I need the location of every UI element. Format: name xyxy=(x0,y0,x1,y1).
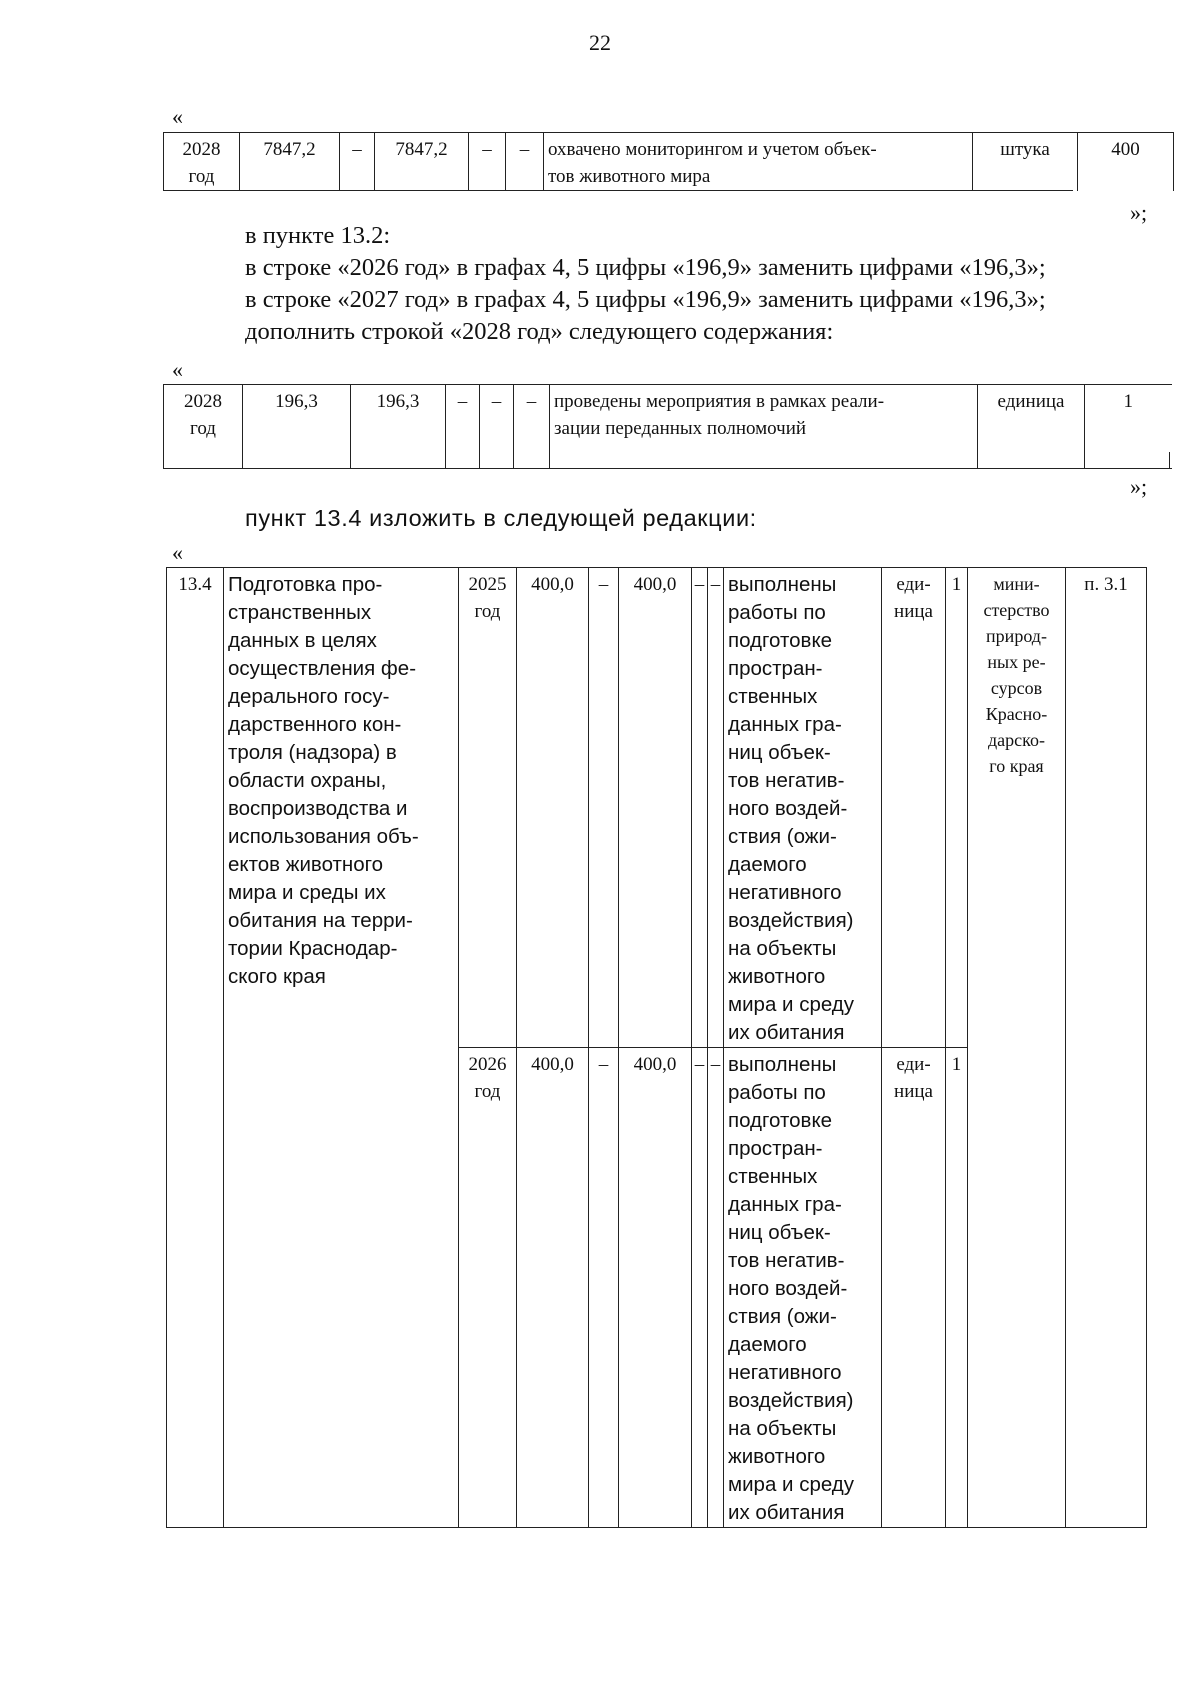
total-cell: 400,0 xyxy=(517,1048,589,1528)
table-row-2028-measures xyxy=(163,384,1172,469)
dash-cell: – xyxy=(589,568,619,1048)
dash-cell: – xyxy=(708,568,724,1048)
reference-cell-continued xyxy=(1066,1048,1147,1528)
qty-cell: 1 xyxy=(946,568,968,1048)
executor-cell-continued xyxy=(968,1048,1066,1528)
paragraph-2026-line: в строке «2026 год» в графах 4, 5 цифры «196,9» заменить цифрами «196,3»; xyxy=(245,254,1046,281)
table-row-2028-monitoring xyxy=(163,132,1174,191)
dash-cell: – xyxy=(506,133,544,191)
unit-cell: штука xyxy=(973,133,1078,191)
close-quote: »; xyxy=(1130,474,1148,499)
total-cell: 400,0 xyxy=(517,568,589,1048)
dash-cell: – xyxy=(708,1048,724,1528)
table-bottom-rule xyxy=(163,190,1073,191)
amount-cell: 7847,2 xyxy=(240,133,340,191)
result-cell: выполнены работы по подготовке простран- ственных данных гра- ниц объек- тов негатив- ного воздей- ствия (ожи- даемого негативного воздействия) на объекты животного мира и среду их обитания xyxy=(724,1048,882,1528)
paragraph-13-4: пункт 13.4 изложить в следующей редакции: xyxy=(245,505,757,531)
paragraph-13-2: в пункте 13.2: xyxy=(245,222,391,249)
open-quote: « xyxy=(172,104,183,129)
unit-cell: еди- ница xyxy=(882,568,946,1048)
value-cell: 400 xyxy=(1078,133,1174,191)
year-cell: 2026 год xyxy=(459,1048,517,1528)
dash-cell: – xyxy=(480,385,514,469)
qty-cell: 1 xyxy=(946,1048,968,1528)
open-quote: « xyxy=(172,540,183,565)
year-cell: 2028 год xyxy=(164,133,240,191)
item-number-cell: 13.4 xyxy=(167,568,224,1528)
year-cell: 2025 год xyxy=(459,568,517,1048)
unit-cell: единица xyxy=(978,385,1085,469)
budget-cell: 400,0 xyxy=(619,1048,692,1528)
budget-cell: 400,0 xyxy=(619,568,692,1048)
year-cell: 2028 год xyxy=(164,385,243,469)
paragraph-add-2028: дополнить строкой «2028 год» следующего содержания: xyxy=(245,318,834,345)
indicator-cell: охвачено мониторингом и учетом объек- тов животного мира xyxy=(544,133,973,191)
page-number: 22 xyxy=(589,30,611,55)
item-name-cell: Подготовка про- странственных данных в целях осуществления фе- дерального госу- дарственного кон- троля (надзора) в области охраны, воспроизводства и использования объ- ектов животного мира и среды их обитания на терри- тории Краснодар- ского края xyxy=(224,568,459,1528)
reference-cell: п. 3.1 xyxy=(1066,568,1147,1048)
close-quote: »; xyxy=(1130,200,1148,225)
value-cell: 1 xyxy=(1085,385,1172,469)
dash-cell: – xyxy=(446,385,480,469)
result-cell: выполнены работы по подготовке простран- ственных данных гра- ниц объек- тов негатив- ного воздей- ствия (ожи- даемого негативного воздействия) на объекты животного мира и среду их обитания xyxy=(724,568,882,1048)
dash-cell: – xyxy=(692,1048,708,1528)
amount-cell: 196,3 xyxy=(243,385,351,469)
dash-cell: – xyxy=(514,385,550,469)
dash-cell: – xyxy=(692,568,708,1048)
table-item-13-4 xyxy=(166,567,1147,1528)
dash-cell: – xyxy=(340,133,375,191)
indicator-cell: проведены мероприятия в рамках реали- зации переданных полномочий xyxy=(550,385,978,469)
dash-cell: – xyxy=(589,1048,619,1528)
executor-cell: мини- стерство природ- ных ре- сурсов Красно- дарско- го края xyxy=(968,568,1066,1048)
paragraph-2027-line: в строке «2027 год» в графах 4, 5 цифры «196,9» заменить цифрами «196,3»; xyxy=(245,286,1046,313)
amount-cell: 196,3 xyxy=(351,385,446,469)
table-edge-stub xyxy=(1169,452,1170,469)
open-quote: « xyxy=(172,357,183,382)
unit-cell: еди- ница xyxy=(882,1048,946,1528)
dash-cell: – xyxy=(469,133,506,191)
amount-cell: 7847,2 xyxy=(375,133,469,191)
